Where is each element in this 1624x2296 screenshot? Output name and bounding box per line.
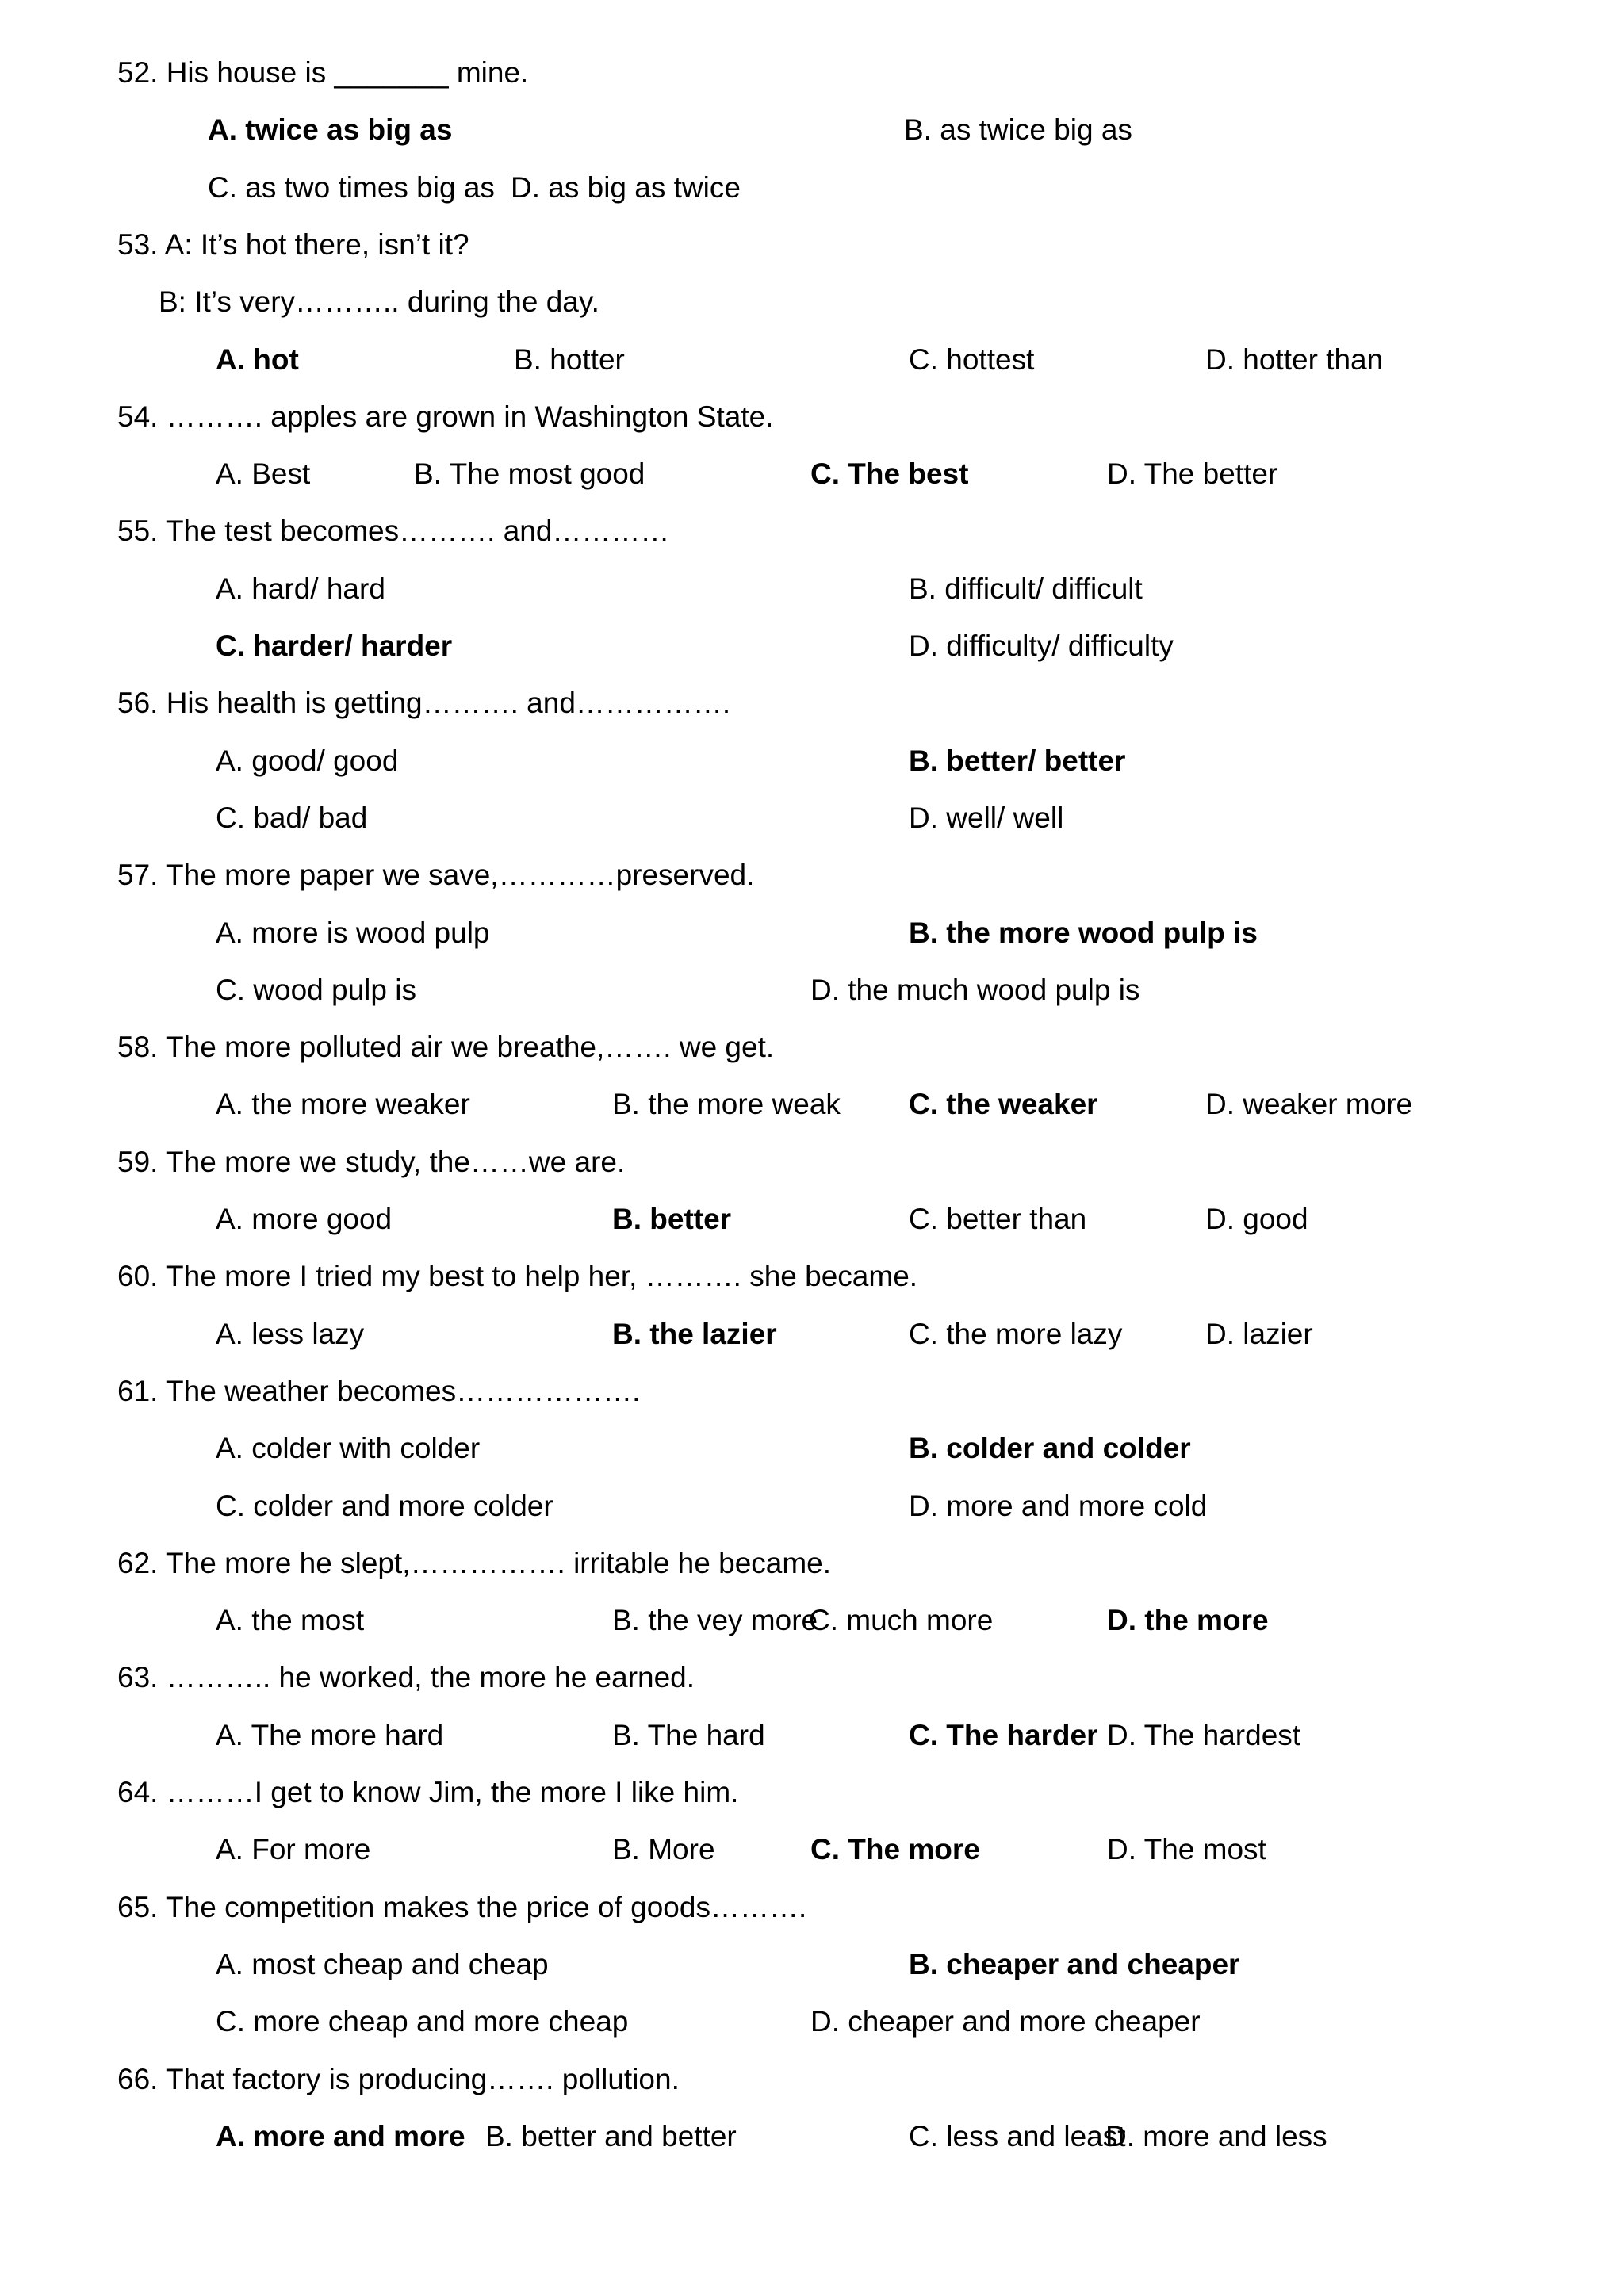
question-54-stem: 54. ………. apples are grown in Washington State. [117, 400, 774, 433]
question-64-option-a: A. For more [216, 1833, 371, 1866]
question-64-option-d: D. The most [1107, 1833, 1266, 1866]
question-59-option-a: A. more good [216, 1203, 393, 1235]
question-54-option-d: D. The better [1107, 457, 1278, 490]
question-52-options-row [0, 106, 1624, 154]
question-57-option-a: A. more is wood pulp [216, 916, 490, 949]
question-60-option-a: A. less lazy [216, 1318, 365, 1350]
question-52-option-d: D. as big as twice [511, 171, 741, 204]
question-65-option-a: A. most cheap and cheap [216, 1948, 549, 1980]
question-64-stem: 64. ………I get to know Jim, the more I like him. [117, 1776, 739, 1808]
question-61-option-a: A. colder with colder [216, 1432, 481, 1464]
question-65-option-c: C. more cheap and more cheap [216, 2005, 629, 2038]
question-54-option-a: A. Best [216, 457, 311, 490]
question-53-option-d: D. hotter than [1205, 343, 1384, 376]
question-55-options-row [0, 622, 1624, 670]
question-66-option-c: C. less and least [909, 2120, 1126, 2152]
question-55-option-b: B. difficult/ difficult [909, 572, 1143, 605]
question-61-options-row [0, 1425, 1624, 1472]
question-60-option-c: C. the more lazy [909, 1318, 1123, 1350]
question-65-options-row [0, 1998, 1624, 2045]
question-62-option-d-answer: D. the more [1107, 1604, 1269, 1636]
question-53-stem: 53. A: It’s hot there, isn’t it? [117, 228, 469, 261]
question-57-options-row [0, 909, 1624, 957]
question-59-option-d: D. good [1205, 1203, 1308, 1235]
question-56-stem: 56. His health is getting………. and……………. [117, 687, 731, 719]
question-61-option-d: D. more and more cold [909, 1490, 1208, 1522]
question-58-option-a: A. the more weaker [216, 1088, 470, 1120]
question-53-dialogue-line: B: It’s very……….. during the day. [159, 285, 599, 318]
question-52-option-b: B. as twice big as [904, 113, 1132, 146]
question-53-option-a-answer: A. hot [216, 343, 299, 376]
question-62-option-a: A. the most [216, 1604, 365, 1636]
question-55-option-c-answer: C. harder/ harder [216, 629, 453, 662]
question-63-option-c-answer: C. The harder [909, 1719, 1098, 1751]
question-64-options-row [0, 1826, 1624, 1873]
question-52-option-a-answer: A. twice as big as [208, 113, 453, 146]
question-54-option-c-answer: C. The best [810, 457, 969, 490]
question-62-options-row [0, 1597, 1624, 1644]
question-52-options-row [0, 164, 1624, 212]
question-57-option-b-answer: B. the more wood pulp is [909, 916, 1258, 949]
question-66-options-row [0, 2113, 1624, 2160]
question-66-option-b: B. better and better [485, 2120, 737, 2152]
question-63-option-b: B. The hard [612, 1719, 765, 1751]
question-66-option-a-answer: A. more and more [216, 2120, 465, 2152]
question-59-option-b-answer: B. better [612, 1203, 732, 1235]
question-62-stem: 62. The more he slept,……………. irritable he became. [117, 1547, 832, 1579]
question-65-option-d: D. cheaper and more cheaper [810, 2005, 1201, 2038]
question-60-stem: 60. The more I tried my best to help her, ………. she became. [117, 1260, 918, 1292]
question-59-option-c: C. better than [909, 1203, 1087, 1235]
question-53-options-row [0, 336, 1624, 384]
question-61-option-b-answer: B. colder and colder [909, 1432, 1191, 1464]
question-55-option-d: D. difficulty/ difficulty [909, 629, 1174, 662]
question-57-option-d: D. the much wood pulp is [810, 974, 1140, 1006]
question-61-options-row [0, 1483, 1624, 1530]
question-61-option-c: C. colder and more colder [216, 1490, 553, 1522]
question-61-stem: 61. The weather becomes………………. [117, 1375, 641, 1407]
question-63-option-a: A. The more hard [216, 1719, 444, 1751]
question-57-options-row [0, 966, 1624, 1014]
question-56-option-a: A. good/ good [216, 744, 399, 777]
question-65-options-row [0, 1941, 1624, 1988]
question-65-stem: 65. The competition makes the price of goods………. [117, 1891, 807, 1923]
question-56-options-row [0, 737, 1624, 785]
question-64-option-c-answer: C. The more [810, 1833, 980, 1866]
question-66-stem: 66. That factory is producing……. pollution. [117, 2063, 680, 2095]
question-58-stem: 58. The more polluted air we breathe,……. we get. [117, 1031, 775, 1063]
question-53-option-c: C. hottest [909, 343, 1035, 376]
question-52-option-c: C. as two times big as [208, 171, 495, 204]
question-58-option-b: B. the more weak [612, 1088, 841, 1120]
question-58-option-c-answer: C. the weaker [909, 1088, 1098, 1120]
question-59-options-row [0, 1196, 1624, 1243]
question-55-option-a: A. hard/ hard [216, 572, 385, 605]
question-56-options-row [0, 794, 1624, 842]
question-58-option-d: D. weaker more [1205, 1088, 1413, 1120]
question-60-option-b-answer: B. the lazier [612, 1318, 777, 1350]
question-60-options-row [0, 1311, 1624, 1358]
question-66-option-d: D. more and less [1105, 2120, 1327, 2152]
question-52-stem: 52. His house is _______ mine. [117, 56, 529, 89]
question-65-option-b-answer: B. cheaper and cheaper [909, 1948, 1240, 1980]
question-64-option-b: B. More [612, 1833, 715, 1866]
question-54-options-row [0, 450, 1624, 498]
question-62-option-b: B. the vey more [612, 1604, 818, 1636]
question-63-option-d: D. The hardest [1107, 1719, 1301, 1751]
question-56-option-c: C. bad/ bad [216, 802, 368, 834]
question-60-option-d: D. lazier [1205, 1318, 1313, 1350]
question-58-options-row [0, 1081, 1624, 1128]
question-63-options-row [0, 1712, 1624, 1759]
question-63-stem: 63. ……….. he worked, the more he earned. [117, 1661, 695, 1693]
question-59-stem: 59. The more we study, the……we are. [117, 1146, 626, 1178]
question-54-option-b: B. The most good [414, 457, 645, 490]
question-56-option-d: D. well/ well [909, 802, 1064, 834]
question-56-option-b-answer: B. better/ better [909, 744, 1126, 777]
question-57-option-c: C. wood pulp is [216, 974, 416, 1006]
question-62-option-c: C. much more [809, 1604, 994, 1636]
question-55-stem: 55. The test becomes………. and………… [117, 515, 670, 547]
question-57-stem: 57. The more paper we save,…………preserved. [117, 859, 755, 891]
question-53-option-b: B. hotter [514, 343, 625, 376]
question-55-options-row [0, 565, 1624, 613]
